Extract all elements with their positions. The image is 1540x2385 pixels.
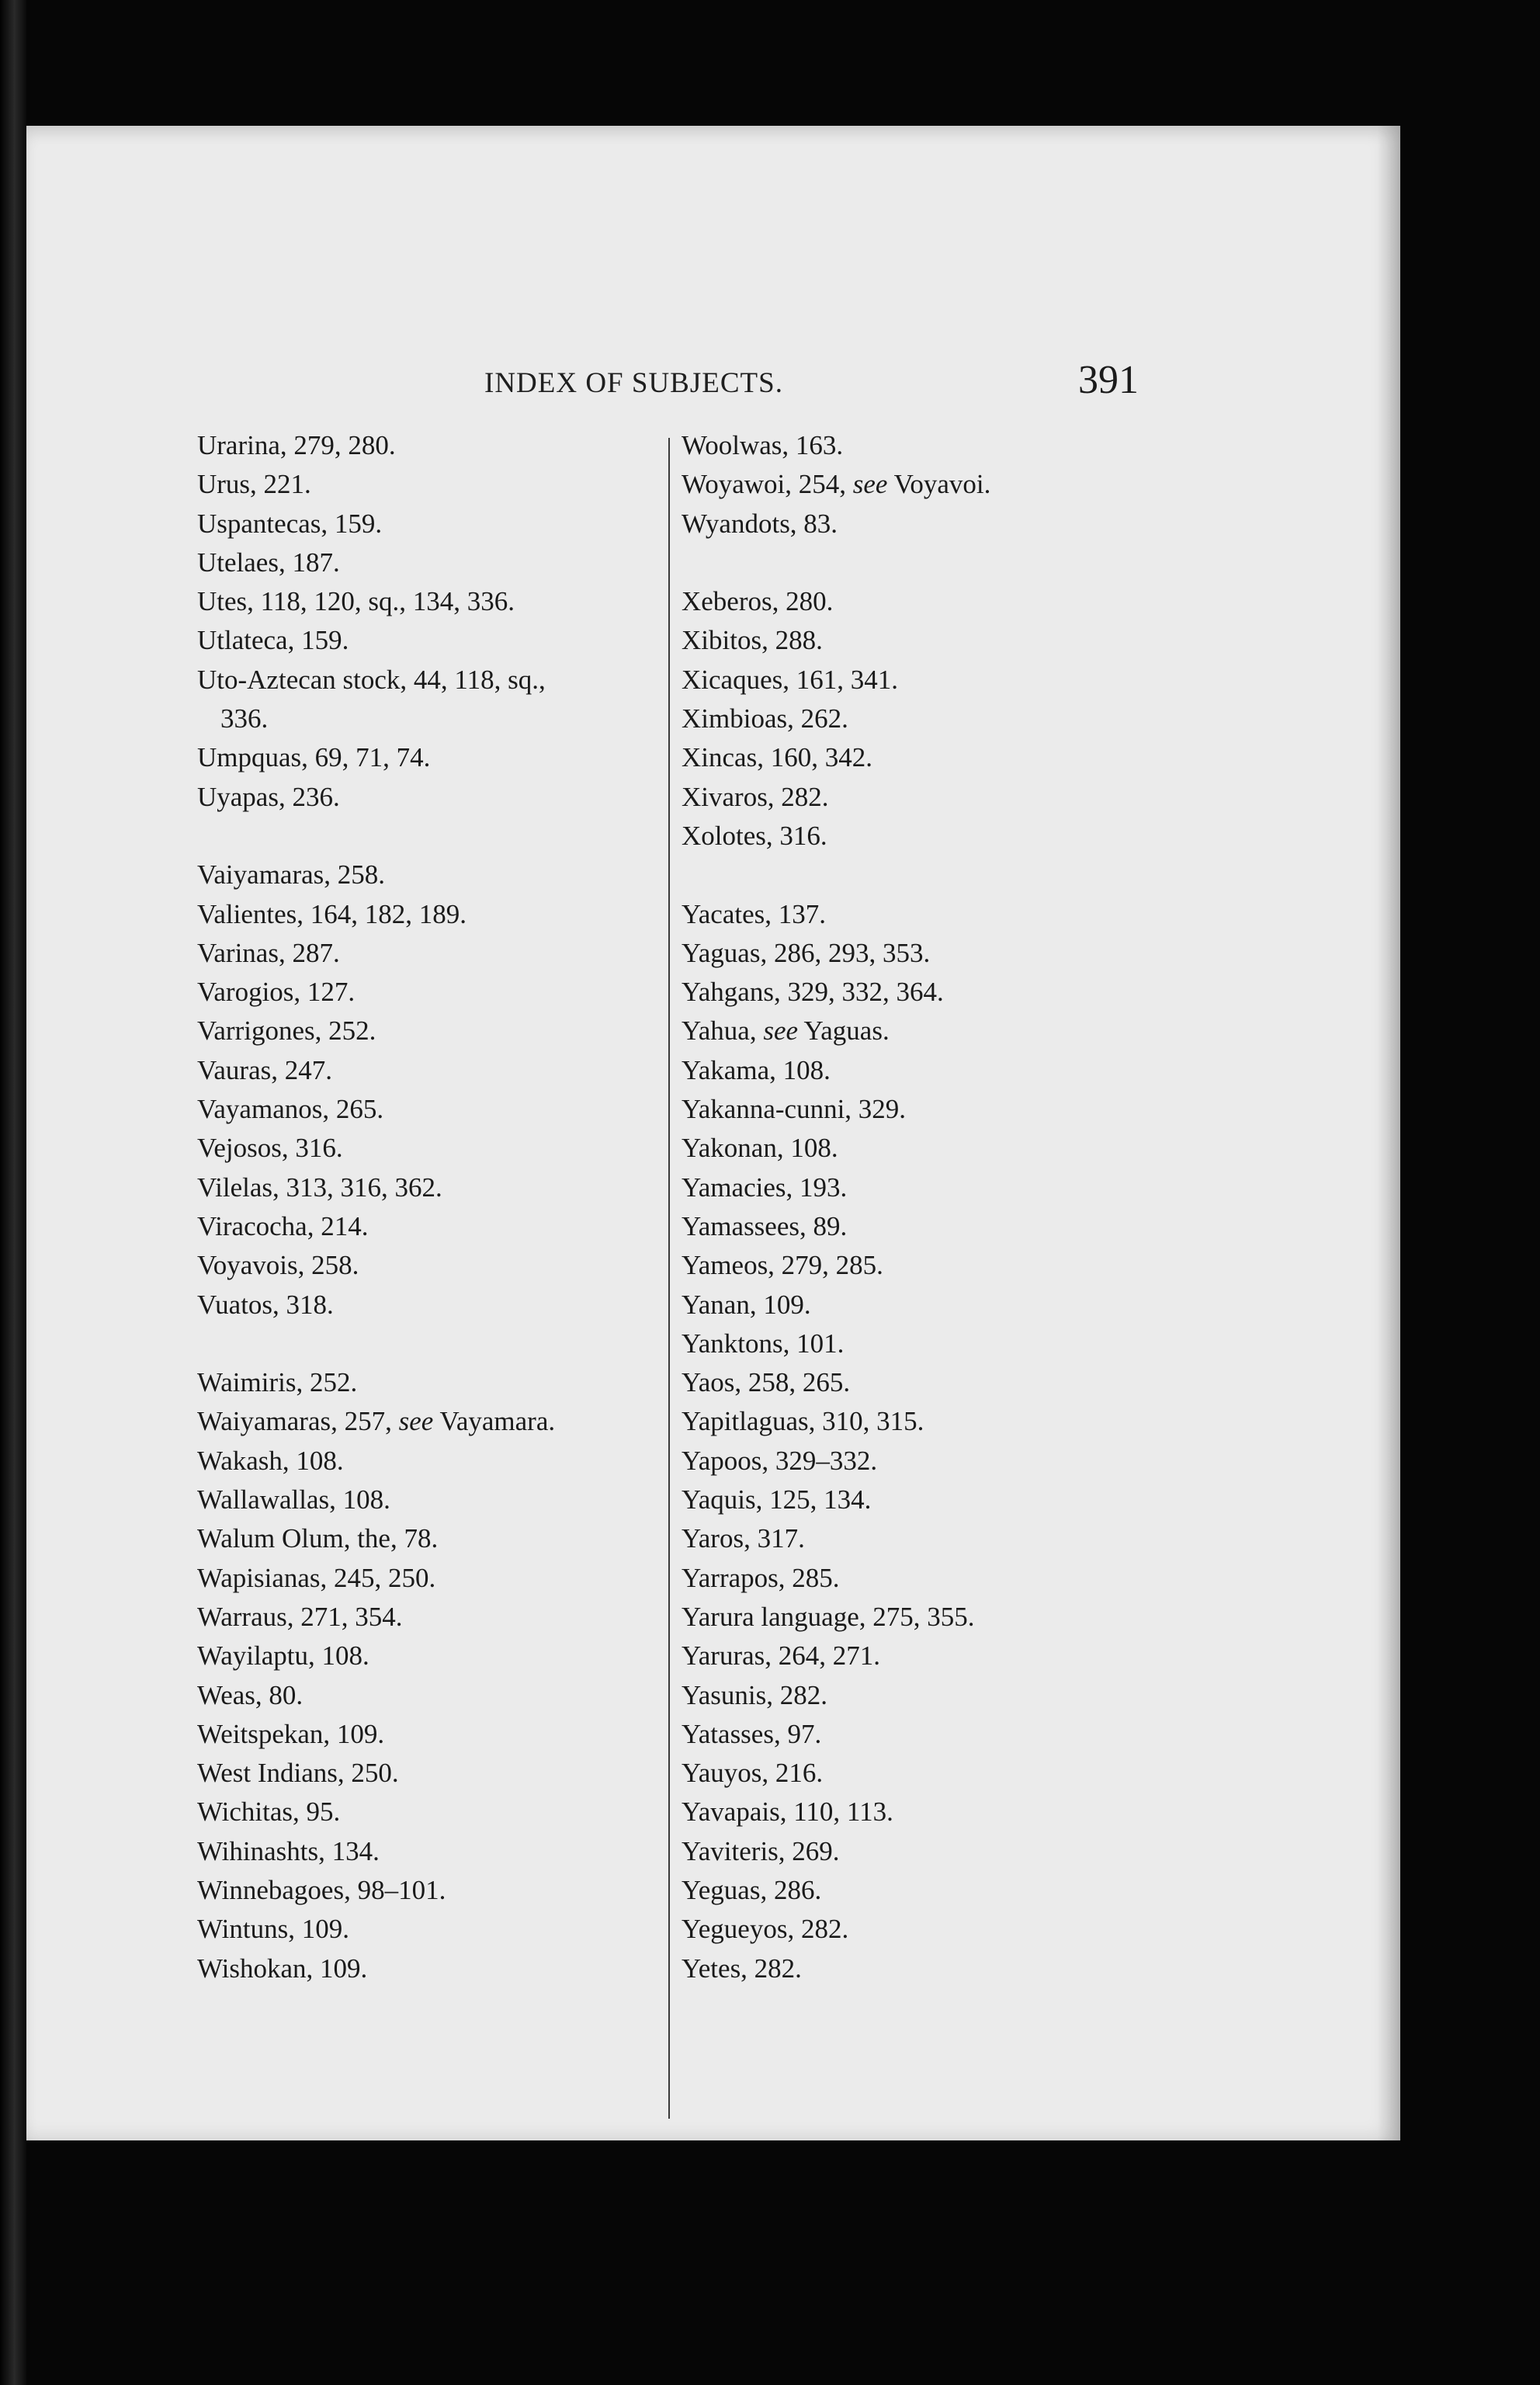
index-entry [197,621,694,660]
index-entry [197,1637,694,1675]
index-entry [682,1949,1163,1988]
index-entry [197,895,694,934]
index-entry [682,505,1163,543]
entry-text: Wakash, 108. [197,1445,344,1476]
index-entry [682,700,1163,738]
index-entry [197,973,694,1012]
index-entry [197,1363,694,1402]
entry-text: 336. [220,703,269,734]
entry-text: Weas, 80. [197,1679,303,1710]
index-entry [682,973,1163,1012]
index-entry [682,1012,1163,1050]
entry-text: Uto-Aztecan stock, 44, 118, sq., [197,664,546,695]
index-entry [682,1676,1163,1715]
index-entry [682,426,1163,465]
entry-text: Yahgans, 329, 332, 364. [682,977,944,1008]
see-reference: see [763,1015,799,1047]
entry-text: Xicaques, 161, 341. [682,664,898,695]
entry-text: Warraus, 271, 354. [197,1601,403,1632]
index-entry [197,1090,694,1129]
cross-reference-target: Vayamara. [439,1406,556,1437]
section-gap [197,817,694,856]
index-entry [197,1559,694,1598]
index-entry [197,778,694,817]
index-entry [682,621,1163,660]
index-entry [197,1207,694,1246]
entry-text: Wayilaptu, 108. [197,1640,369,1672]
entry-text: Vaiyamaras, 258. [197,859,386,890]
entry-text: Vilelas, 313, 316, 362. [197,1172,442,1203]
page-edge-shadow [1377,126,1400,2140]
index-entry [682,1481,1163,1519]
index-entry [197,1442,694,1481]
entry-text: Wintuns, 109. [197,1914,349,1945]
cross-reference-target: Voyavoi. [893,469,991,500]
index-entry [682,465,1163,504]
index-entry [197,1754,694,1793]
entry-text: Ximbioas, 262. [682,703,848,734]
entry-text: Wapisianas, 245, 250. [197,1562,436,1593]
index-entry [682,1402,1163,1441]
index-entry [197,1832,694,1871]
index-entry [197,1519,694,1558]
index-entry [682,1051,1163,1090]
entry-text: Yauyos, 216. [682,1758,824,1789]
entry-text: Vuatos, 318. [197,1289,334,1320]
index-entry [682,1207,1163,1246]
index-entry [682,1793,1163,1831]
entry-text: Yakanna-cunni, 329. [682,1094,907,1125]
index-entry [682,1715,1163,1754]
column-divider [668,438,670,2119]
index-entry [197,856,694,894]
running-title: INDEX OF SUBJECTS. [484,367,783,399]
index-entry [682,1363,1163,1402]
entry-text: Yavapais, 110, 113. [682,1797,893,1828]
entry-text: Utelaes, 187. [197,547,340,578]
entry-text: Waiyamaras, 257, [197,1406,392,1437]
entry-text: Utes, 118, 120, sq., 134, 336. [197,586,515,617]
entry-text: Yacates, 137. [682,898,827,929]
entry-text: Umpquas, 69, 71, 74. [197,742,431,773]
index-entry [197,1286,694,1324]
index-entry [197,1676,694,1715]
section-gap [197,1324,694,1363]
entry-text: Wishokan, 109. [197,1953,368,1984]
index-entry [197,1402,694,1441]
index-entry [197,1012,694,1050]
entry-text: Yegueyos, 282. [682,1914,849,1945]
index-entry [682,895,1163,934]
section-gap [682,543,1163,582]
entry-text: Yakama, 108. [682,1054,831,1085]
entry-text: Yahua, [682,1015,757,1047]
entry-text: Uspantecas, 159. [197,508,383,539]
index-entry [682,1246,1163,1285]
index-entry [682,778,1163,817]
entry-text: Yaviteris, 269. [682,1835,840,1866]
entry-text: Winnebagoes, 98–101. [197,1874,446,1905]
index-entry [197,1598,694,1637]
entry-text: Walum Olum, the, 78. [197,1523,439,1554]
entry-text: Yanktons, 101. [682,1328,845,1359]
entry-text: Wichitas, 95. [197,1797,341,1828]
see-reference: see [852,469,888,500]
index-entry [682,1168,1163,1207]
page-number: 391 [1078,358,1139,402]
index-entry [197,738,694,777]
entry-text: Yeguas, 286. [682,1874,822,1905]
index-entry [197,1910,694,1949]
entry-text: Uyapas, 236. [197,781,340,812]
section-gap [682,856,1163,894]
index-entry [197,505,694,543]
entry-text: Utlateca, 159. [197,625,349,656]
entry-text: Vejosos, 316. [197,1133,343,1164]
index-column-left [197,426,694,1988]
index-entry [197,426,694,465]
index-entry [682,1519,1163,1558]
entry-text: Yapitlaguas, 310, 315. [682,1406,924,1437]
entry-text: Urus, 221. [197,469,311,500]
index-entry [197,661,694,700]
index-entry [682,738,1163,777]
index-entry [682,1754,1163,1793]
entry-text: Xivaros, 282. [682,781,829,812]
entry-text: Waimiris, 252. [197,1367,358,1398]
entry-text: West Indians, 250. [197,1758,399,1789]
entry-text: Vauras, 247. [197,1054,332,1085]
index-entry [682,1324,1163,1363]
index-entry [682,1442,1163,1481]
index-entry [197,1481,694,1519]
entry-text: Xolotes, 316. [682,820,827,851]
entry-text: Xibitos, 288. [682,625,823,656]
index-entry [197,1168,694,1207]
entry-text: Wyandots, 83. [682,508,838,539]
index-entry [682,1598,1163,1637]
entry-text: Voyavois, 258. [197,1250,359,1281]
entry-text: Yakonan, 108. [682,1133,838,1164]
index-entry [197,582,694,621]
index-column-right [682,426,1163,1988]
entry-text: Vayamanos, 265. [197,1094,384,1125]
entry-text: Yapoos, 329–332. [682,1445,878,1476]
entry-text: Valientes, 164, 182, 189. [197,898,467,929]
index-entry [682,582,1163,621]
entry-text: Yasunis, 282. [682,1679,828,1710]
index-entry [682,1090,1163,1129]
entry-text: Yaos, 258, 265. [682,1367,851,1398]
index-entry [682,1559,1163,1598]
index-entry [682,1129,1163,1168]
entry-text: Yarura language, 275, 355. [682,1601,975,1632]
index-entry [682,1910,1163,1949]
entry-text: Varinas, 287. [197,937,340,968]
index-entry-continuation [197,700,694,738]
index-entry [682,1871,1163,1910]
index-entry [197,543,694,582]
entry-text: Yaruras, 264, 271. [682,1640,881,1672]
entry-text: Yaros, 317. [682,1523,805,1554]
entry-text: Wihinashts, 134. [197,1835,380,1866]
index-entry [682,817,1163,856]
entry-text: Yanan, 109. [682,1289,811,1320]
entry-text: Xincas, 160, 342. [682,742,872,773]
book-page [26,126,1400,2140]
entry-text: Yameos, 279, 285. [682,1250,883,1281]
entry-text: Yatasses, 97. [682,1718,822,1749]
entry-text: Yetes, 282. [682,1953,802,1984]
entry-text: Varrigones, 252. [197,1015,376,1047]
see-reference: see [398,1406,434,1437]
entry-text: Woyawoi, 254, [682,469,847,500]
index-entry [197,1949,694,1988]
index-entry [197,1051,694,1090]
entry-text: Woolwas, 163. [682,430,844,460]
index-entry [682,934,1163,973]
index-entry [197,1871,694,1910]
index-entry [197,1793,694,1831]
index-entry [682,1832,1163,1871]
index-entry [197,1246,694,1285]
entry-text: Yaquis, 125, 134. [682,1484,872,1515]
entry-text: Xeberos, 280. [682,586,834,617]
entry-text: Wallawallas, 108. [197,1484,390,1515]
index-entry [682,1286,1163,1324]
entry-text: Yamacies, 193. [682,1172,848,1203]
index-entry [197,1129,694,1168]
index-entry [682,1637,1163,1675]
index-entry [197,1715,694,1754]
cross-reference-target: Yaguas. [803,1015,890,1047]
entry-text: Yamassees, 89. [682,1210,848,1241]
index-entry [197,934,694,973]
index-entry [197,465,694,504]
entry-text: Urarina, 279, 280. [197,430,396,460]
entry-text: Varogios, 127. [197,977,356,1008]
index-entry [682,661,1163,700]
entry-text: Yarrapos, 285. [682,1562,840,1593]
entry-text: Yaguas, 286, 293, 353. [682,937,931,968]
entry-text: Viracocha, 214. [197,1210,369,1241]
scanner-edge [0,0,26,2385]
entry-text: Weitspekan, 109. [197,1718,385,1749]
